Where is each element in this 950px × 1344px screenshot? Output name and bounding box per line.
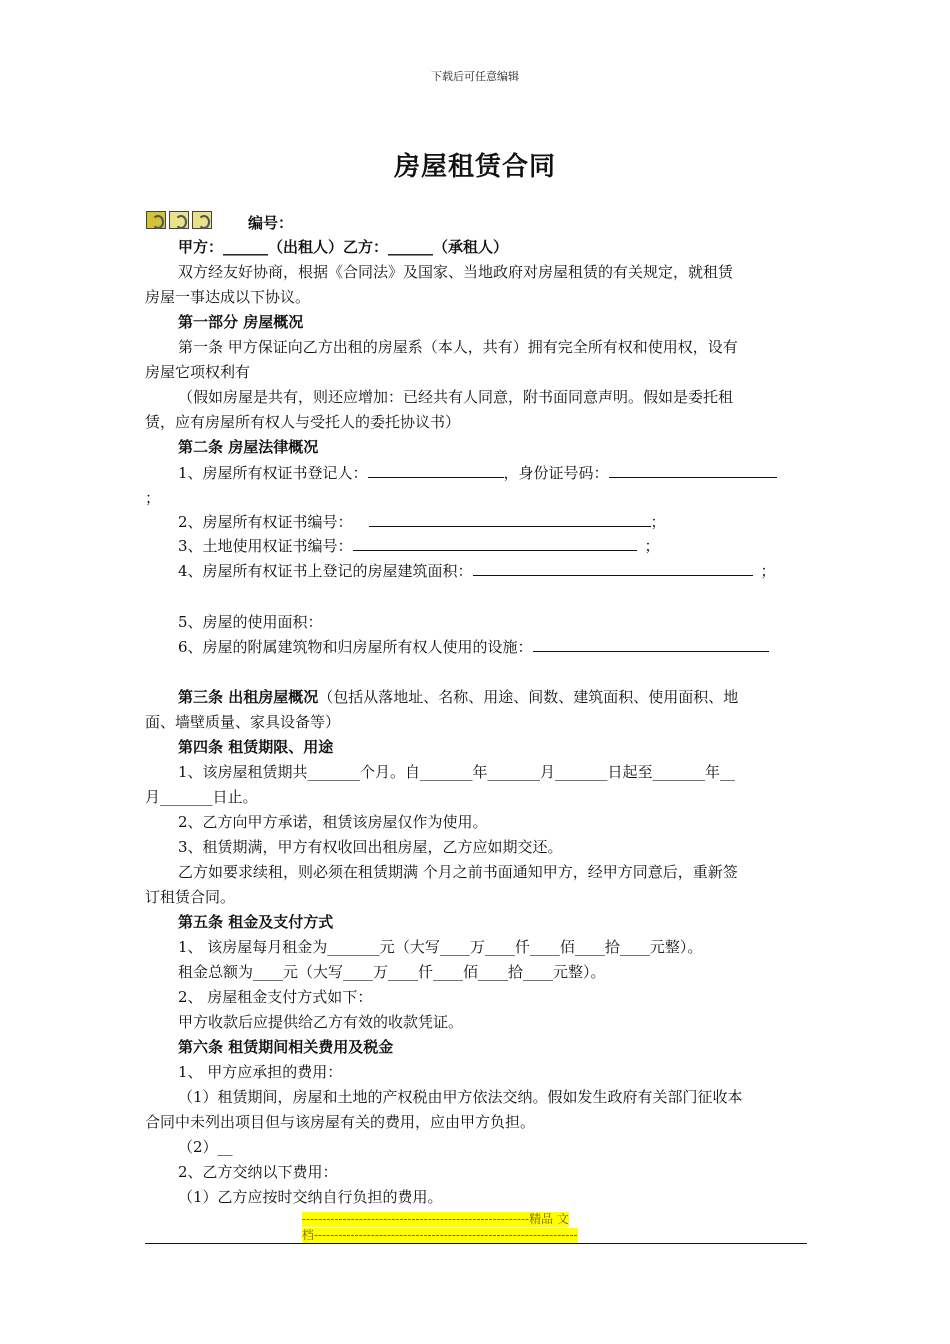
- page-title: 房屋租赁合同: [393, 152, 556, 182]
- article2-item3-label: 3、土地使用权证书编号：: [178, 537, 353, 555]
- article2-item4-label: 4、房屋所有权证书上登记的房屋建筑面积：: [178, 562, 473, 580]
- footer-line-2: 档-----------------------------------------------------------------: [302, 1228, 578, 1242]
- article4-renew-line-1: 乙方如要求续租，则必须在租赁期满 个月之前书面通知甲方，经甲方同意后，重新签: [178, 863, 738, 881]
- article1-note-line-2: 赁，应有房屋所有权人与受托人的委托协议书）: [145, 413, 461, 431]
- article2-item1: [178, 462, 777, 484]
- article5-item2: 2、 房屋租金支付方式如下：: [178, 988, 373, 1006]
- article1-line-2: 房屋它项权利有: [145, 363, 251, 381]
- footer-divider: [145, 1243, 807, 1244]
- article3-heading: 第三条 出租房屋概况: [178, 688, 319, 706]
- article3-line-1: [178, 686, 738, 708]
- article4-item2: 2、乙方向甲方承诺，租赁该房屋仅作为使用。: [178, 813, 488, 831]
- article4-renew-line-2: 订租赁合同。: [145, 888, 236, 906]
- header-note: 下载后可任意编辑: [431, 70, 519, 83]
- intro-line-1: 双方经友好协商，根据《合同法》及国家、当地政府对房屋租赁的有关规定，就租赁: [178, 263, 734, 281]
- article1-note-line-1: （假如房屋是共有，则还应增加：已经共有人同意，附书面同意声明。假如是委托租: [178, 388, 734, 406]
- article3-line-2: 面、墙壁质量、家具设备等）: [145, 713, 341, 731]
- article1-line-1: 第一条 甲方保证向乙方出租的房屋系（本人，共有）拥有完全所有权和使用权，设有: [178, 338, 738, 356]
- article4-item1-line-1: 1、该房屋租赁期共_______个月。自_______年_______月_______日起至_______年__: [178, 763, 736, 781]
- article2-item2-end: ；: [650, 513, 666, 531]
- article2-item3-end: ；: [644, 537, 660, 555]
- article2-item1-label: 1、房屋所有权证书登记人：: [178, 464, 368, 482]
- logo-tile-icon: [146, 211, 166, 229]
- article2-item1-id-label: ，身份证号码：: [503, 464, 609, 482]
- article2-item4: [178, 560, 776, 582]
- article5-item1: 1、 该房屋每月租金为_______元（大写____万____仟____佰____拾____元整）。: [178, 938, 703, 956]
- area-blank: [473, 561, 753, 576]
- facilities-blank: [533, 637, 769, 652]
- article5-total: 租金总额为____元（大写____万____仟____佰____拾____元整）。: [178, 963, 606, 981]
- article6-heading: 第六条 租赁期间相关费用及税金: [178, 1038, 394, 1056]
- logo-tile-icon: [169, 211, 189, 229]
- article4-heading: 第四条 租赁期限、用途: [178, 738, 334, 756]
- article6-sub1-line-2: 合同中未列出项目但与该房屋有关的费用，应由甲方负担。: [145, 1113, 536, 1131]
- land-cert-blank: [353, 536, 637, 551]
- registrant-blank: [368, 463, 504, 478]
- footer-line-1: --------------------------------------------------------精品 文: [302, 1212, 569, 1226]
- parties-line: 甲方：______（出租人）乙方：______（承租人）: [178, 238, 509, 256]
- ownership-cert-blank: [369, 512, 651, 527]
- article2-item4-end: ；: [760, 562, 776, 580]
- article2-item1-end: ；: [145, 489, 161, 507]
- article2-item5: 5、房屋的使用面积：: [178, 613, 323, 631]
- part1-heading: 第一部分 房屋概况: [178, 313, 304, 331]
- article6-item1: 1、 甲方应承担的费用：: [178, 1063, 343, 1081]
- article2-heading: 第二条 房屋法律概况: [178, 438, 319, 456]
- logo-icon: [146, 211, 216, 231]
- article4-item3: 3、租赁期满，甲方有权收回出租房屋，乙方应如期交还。: [178, 838, 563, 856]
- article6-item2: 2、乙方交纳以下费用：: [178, 1163, 338, 1181]
- article2-item2: [178, 511, 666, 533]
- id-number-blank: [609, 463, 777, 478]
- article6-sub3: （1）乙方应按时交纳自行负担的费用。: [178, 1188, 443, 1206]
- article6-sub2: （2）__: [178, 1138, 233, 1156]
- logo-tile-icon: [192, 211, 212, 229]
- article4-item1-line-2: 月_______日止。: [145, 788, 258, 806]
- article2-item6-label: 6、房屋的附属建筑物和归房屋所有权人使用的设施：: [178, 638, 533, 656]
- intro-line-2: 房屋一事达成以下协议。: [145, 288, 311, 306]
- article2-item3: [178, 535, 660, 557]
- article6-sub1-line-1: （1）租赁期间，房屋和土地的产权税由甲方依法交纳。假如发生政府有关部门征收本: [178, 1088, 743, 1106]
- article3-text: （包括从落地址、名称、用途、间数、建筑面积、使用面积、地: [318, 688, 739, 706]
- article5-receipt: 甲方收款后应提供给乙方有效的收款凭证。: [178, 1013, 464, 1031]
- contract-code-label: 编号：: [248, 214, 294, 232]
- article2-item2-label: 2、房屋所有权证书编号：: [178, 513, 353, 531]
- article5-heading: 第五条 租金及支付方式: [178, 913, 334, 931]
- article2-item6: [178, 636, 769, 658]
